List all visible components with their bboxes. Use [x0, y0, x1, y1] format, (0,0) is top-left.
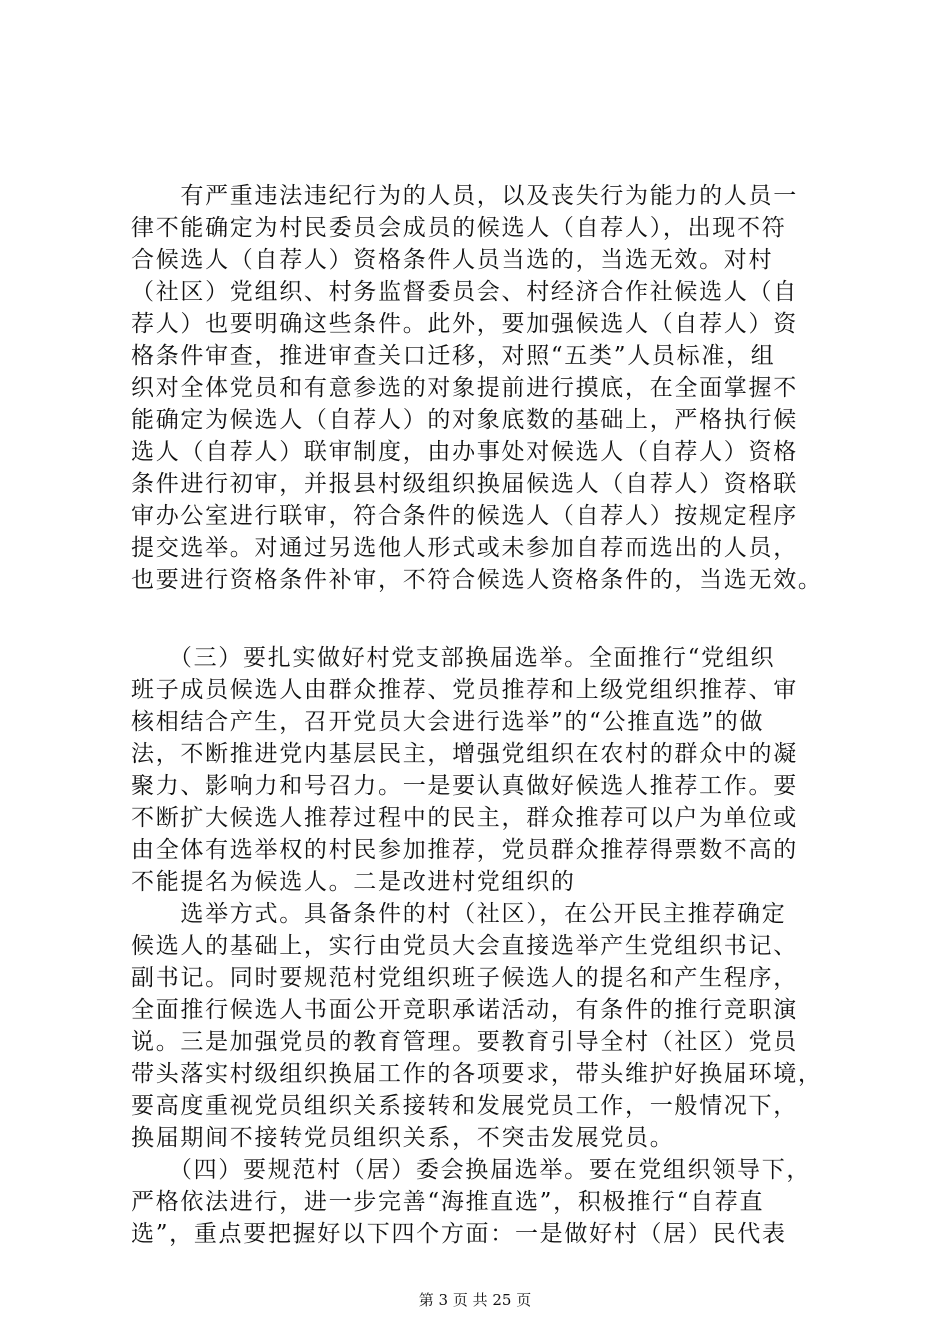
text-line: 格条件审查，推进审查关口迁移，对照“五类”人员标准，组: [131, 343, 776, 369]
text-line: 由全体有选举权的村民参加推荐，党员群众推荐得票数不高的: [131, 837, 798, 863]
text-line: 带头落实村级组织换届工作的各项要求，带头维护好换届环境，: [131, 1061, 823, 1087]
text-line: 副书记。同时要规范村党组织班子候选人的提名和产生程序，: [131, 965, 798, 991]
text-line: 选举方式。具备条件的村（社区），在公开民主推荐确定: [131, 901, 787, 927]
text-line: 聚力、影响力和号召力。一是要认真做好候选人推荐工作。要: [131, 773, 798, 799]
text-line: 织对全体党员和有意参选的对象提前进行摸底，在全面掌握不: [131, 375, 798, 401]
text-line: （三）要扎实做好村党支部换届选举。全面推行“党组织: [131, 645, 776, 671]
text-line: 能确定为候选人（自荐人）的对象底数的基础上，严格执行候: [131, 407, 798, 433]
text-line: 全面推行候选人书面公开竞职承诺活动，有条件的推行竞职演: [131, 997, 798, 1023]
text-line: 有严重违法违纪行为的人员，以及丧失行为能力的人员一: [131, 183, 798, 209]
text-line: 换届期间不接转党员组织关系，不突击发展党员。: [131, 1125, 675, 1151]
page-number-footer: 第 3 页 共 25 页: [418, 1291, 532, 1309]
text-line: 也要进行资格条件补审，不符合候选人资格条件的，当选无效。: [131, 567, 823, 593]
text-line: 不能提名为候选人。二是改进村党组织的: [131, 869, 576, 895]
text-line: 律不能确定为村民委员会成员的候选人（自荐人），出现不符: [131, 215, 787, 241]
text-line: （社区）党组织、村务监督委员会、村经济合作社候选人（自: [131, 279, 798, 305]
text-line: 核相结合产生，召开党员大会进行选举”的“公推直选”的做: [131, 709, 765, 735]
text-line: 不断扩大候选人推荐过程中的民主，群众推荐可以户为单位或: [131, 805, 798, 831]
text-line: 荐人）也要明确这些条件。此外，要加强候选人（自荐人）资: [131, 311, 798, 337]
text-line: 班子成员候选人由群众推荐、党员推荐和上级党组织推荐、审: [131, 677, 798, 703]
text-line: 选人（自荐人）联审制度，由办事处对候选人（自荐人）资格: [131, 439, 798, 465]
text-line: 审办公室进行联审，符合条件的候选人（自荐人）按规定程序: [131, 503, 798, 529]
text-line: （四）要规范村（居）委会换届选举。要在党组织领导下，: [131, 1157, 812, 1183]
text-line: 严格依法进行，进一步完善“海推直选”，积极推行“自荐直: [131, 1189, 765, 1215]
text-line: 说。三是加强党员的教育管理。要教育引导全村（社区）党员: [131, 1029, 798, 1055]
text-line: 合候选人（自荐人）资格条件人员当选的，当选无效。对村: [131, 247, 774, 273]
text-line: 候选人的基础上，实行由党员大会直接选举产生党组织书记、: [131, 933, 798, 959]
text-line: 条件进行初审，并报县村级组织换届候选人（自荐人）资格联: [131, 471, 798, 497]
text-line: 提交选举。对通过另选他人形式或未参加自荐而选出的人员，: [131, 535, 798, 561]
text-line: 要高度重视党员组织关系接转和发展党员工作，一般情况下，: [131, 1093, 798, 1119]
text-line: 法，不断推进党内基层民主，增强党组织在农村的群众中的凝: [131, 741, 798, 767]
text-line: 选”，重点要把握好以下四个方面：一是做好村（居）民代表: [131, 1221, 787, 1247]
